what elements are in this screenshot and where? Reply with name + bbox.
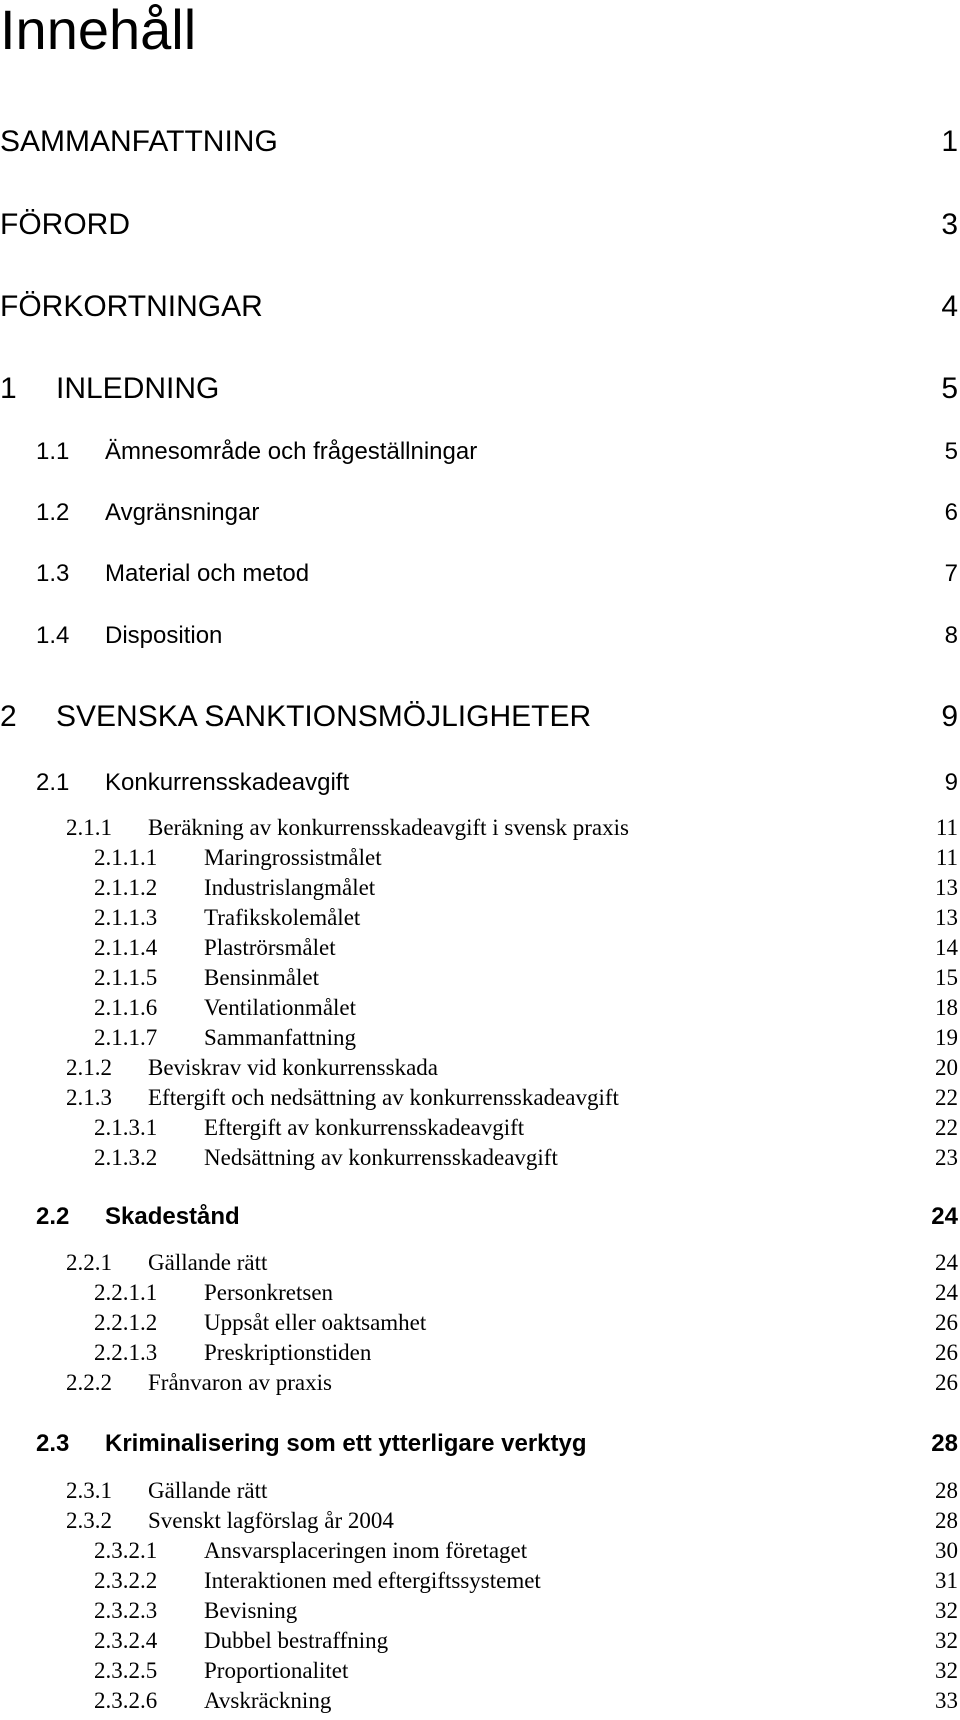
toc-entry-title: Industrislangmålet xyxy=(204,875,376,900)
toc-entry-title: Trafikskolemålet xyxy=(204,905,361,930)
toc-entry-page: 32 xyxy=(935,1628,958,1653)
toc-entry-title: Preskriptionstiden xyxy=(204,1340,372,1365)
toc-entry-number: 1.2 xyxy=(36,499,70,526)
toc-entry-page: 31 xyxy=(935,1568,958,1593)
toc-entry-title: Interaktionen med eftergiftssystemet xyxy=(204,1568,541,1593)
page-title: Innehåll xyxy=(0,0,197,61)
toc-entry-page: 33 xyxy=(935,1688,958,1713)
toc-entry-title: Proportionalitet xyxy=(204,1658,349,1683)
toc-entry-title: Bensinmålet xyxy=(204,965,319,990)
toc-entry-title: Disposition xyxy=(105,622,223,649)
toc-entry-title: Eftergift och nedsättning av konkurrensskadeavgift xyxy=(148,1085,619,1110)
toc-entry-title: Gällande rätt xyxy=(148,1478,268,1503)
toc-entry-title: Nedsättning av konkurrensskadeavgift xyxy=(204,1145,558,1170)
toc-entry-page: 9 xyxy=(941,700,958,733)
toc-entry-page: 15 xyxy=(935,965,958,990)
toc-entry-page: 11 xyxy=(935,815,958,840)
toc-entry-number: 2.1.3.1 xyxy=(94,1115,158,1140)
toc-entry-number: 2.1.1.7 xyxy=(94,1025,158,1050)
toc-entry-page: 30 xyxy=(935,1538,958,1563)
toc-entry-page: 9 xyxy=(944,769,958,796)
toc-entry-page: 26 xyxy=(935,1340,958,1365)
toc-entry-number: 2.3.2.4 xyxy=(94,1628,158,1653)
toc-entry-title: Material och metod xyxy=(105,560,310,587)
toc-entry-page: 13 xyxy=(935,905,958,930)
toc-entry-title: Ämnesområde och frågeställningar xyxy=(105,438,478,465)
toc-entry-page: 18 xyxy=(935,995,958,1020)
toc-entry-number: 2.1.1 xyxy=(66,815,112,840)
toc-entry-title: Avgränsningar xyxy=(105,499,260,526)
toc-entry-number: 2.1 xyxy=(36,769,70,796)
toc-entry-title: Maringrossistmålet xyxy=(204,845,382,870)
toc-entry-page: 26 xyxy=(935,1370,958,1395)
toc-entry-page: 5 xyxy=(944,438,958,465)
toc-entry-title: Eftergift av konkurrensskadeavgift xyxy=(204,1115,525,1140)
toc-entry-page: 4 xyxy=(941,290,958,323)
toc-entry-title: Personkretsen xyxy=(204,1280,334,1305)
toc-entry-page: 28 xyxy=(935,1508,958,1533)
toc-entry-number: 2.3.2.1 xyxy=(94,1538,158,1563)
toc-entry-title: Sammanfattning xyxy=(204,1025,357,1050)
toc-entry-title: Konkurrensskadeavgift xyxy=(105,769,350,796)
toc-entry-number: 2.2.1.3 xyxy=(94,1340,158,1365)
toc-entry-number: 2.1.1.5 xyxy=(94,965,158,990)
toc-entry-number: 2.3 xyxy=(36,1430,70,1457)
toc-entry-number: 2.1.1.4 xyxy=(94,935,158,960)
toc-entry-title: Beviskrav vid konkurrensskada xyxy=(148,1055,438,1080)
toc-entry-page: 23 xyxy=(935,1145,958,1170)
toc-entry-page: 8 xyxy=(944,622,958,649)
toc-entry-number: 2.2.2 xyxy=(66,1370,112,1395)
toc-entry-number: 2.2 xyxy=(36,1203,70,1230)
toc-entry-page: 5 xyxy=(941,372,958,405)
toc-entry-title: Ansvarsplaceringen inom företaget xyxy=(204,1538,528,1563)
toc-entry-number: 2.1.1.1 xyxy=(94,845,158,870)
toc-entry-page: 28 xyxy=(931,1430,958,1457)
toc-entry-number: 2.1.3.2 xyxy=(94,1145,158,1170)
toc-entry-page: 22 xyxy=(935,1115,958,1140)
toc-entry-page: 24 xyxy=(931,1203,958,1230)
toc-entry-number: 2.3.2 xyxy=(66,1508,112,1533)
toc-entry-number: 2.3.2.3 xyxy=(94,1598,158,1623)
toc-entry-title: Avskräckning xyxy=(204,1688,332,1713)
toc-entry-title: SAMMANFATTNING xyxy=(0,125,278,158)
toc-entry-number: 2.3.2.6 xyxy=(94,1688,158,1713)
toc-entry-number: 2.1.3 xyxy=(66,1085,112,1110)
toc-entry-number: 2.3.2.2 xyxy=(94,1568,158,1593)
toc-entry-number: 1.1 xyxy=(36,438,70,465)
toc-entry-number: 2.3.1 xyxy=(66,1478,112,1503)
toc-entry-title: Frånvaron av praxis xyxy=(148,1370,332,1395)
toc-entry-page: 26 xyxy=(935,1310,958,1335)
toc-entry-title: INLEDNING xyxy=(56,372,220,405)
toc-entry-title: Gällande rätt xyxy=(148,1250,268,1275)
toc-entry-number: 2.3.2.5 xyxy=(94,1658,158,1683)
toc-entry-title: Kriminalisering som ett ytterligare verktyg xyxy=(105,1430,587,1457)
toc-entry-page: 1 xyxy=(941,125,958,158)
toc-entry-page: 19 xyxy=(935,1025,958,1050)
toc-entry-title: Uppsåt eller oaktsamhet xyxy=(204,1310,427,1335)
toc-entry-title: Bevisning xyxy=(204,1598,298,1623)
toc-entry-page: 11 xyxy=(935,845,958,870)
toc-entry-number: 2.2.1 xyxy=(66,1250,112,1275)
toc-entry-number: 2 xyxy=(0,700,17,733)
toc-entry-page: 7 xyxy=(944,560,958,587)
toc-entry-page: 6 xyxy=(944,499,958,526)
toc-entry-title: FÖRKORTNINGAR xyxy=(0,290,263,323)
toc-entry-number: 2.1.1.3 xyxy=(94,905,158,930)
toc-entry-page: 20 xyxy=(935,1055,958,1080)
toc-entry-title: Beräkning av konkurrensskadeavgift i svensk praxis xyxy=(148,815,629,840)
toc-entry-page: 28 xyxy=(935,1478,958,1503)
toc-entry-page: 14 xyxy=(935,935,958,960)
toc-entry-page: 32 xyxy=(935,1598,958,1623)
toc-entry-number: 2.2.1.2 xyxy=(94,1310,158,1335)
toc-entry-number: 1.4 xyxy=(36,622,70,649)
toc-entry-title: Plaströrsmålet xyxy=(204,935,336,960)
toc-entry-title: SVENSKA SANKTIONSMÖJLIGHETER xyxy=(56,700,592,733)
toc-entry-page: 24 xyxy=(935,1280,958,1305)
toc-entry-page: 32 xyxy=(935,1658,958,1683)
toc-entry-number: 2.1.1.2 xyxy=(94,875,158,900)
toc-entry-title: Svenskt lagförslag år 2004 xyxy=(148,1508,394,1533)
toc-entry-title: Skadestånd xyxy=(105,1203,240,1230)
toc-entry-page: 24 xyxy=(935,1250,958,1275)
toc-entry-page: 3 xyxy=(941,208,958,241)
toc-entry-title: Dubbel bestraffning xyxy=(204,1628,389,1653)
toc-entry-number: 1.3 xyxy=(36,560,70,587)
toc-entry-page: 13 xyxy=(935,875,958,900)
toc-entry-number: 1 xyxy=(0,372,17,405)
toc-entry-title: Ventilationmålet xyxy=(204,995,357,1020)
toc-entry-page: 22 xyxy=(935,1085,958,1110)
toc-entry-number: 2.1.1.6 xyxy=(94,995,158,1020)
toc-entry-number: 2.1.2 xyxy=(66,1055,112,1080)
toc-entry-number: 2.2.1.1 xyxy=(94,1280,158,1305)
toc-entry-title: FÖRORD xyxy=(0,208,130,241)
